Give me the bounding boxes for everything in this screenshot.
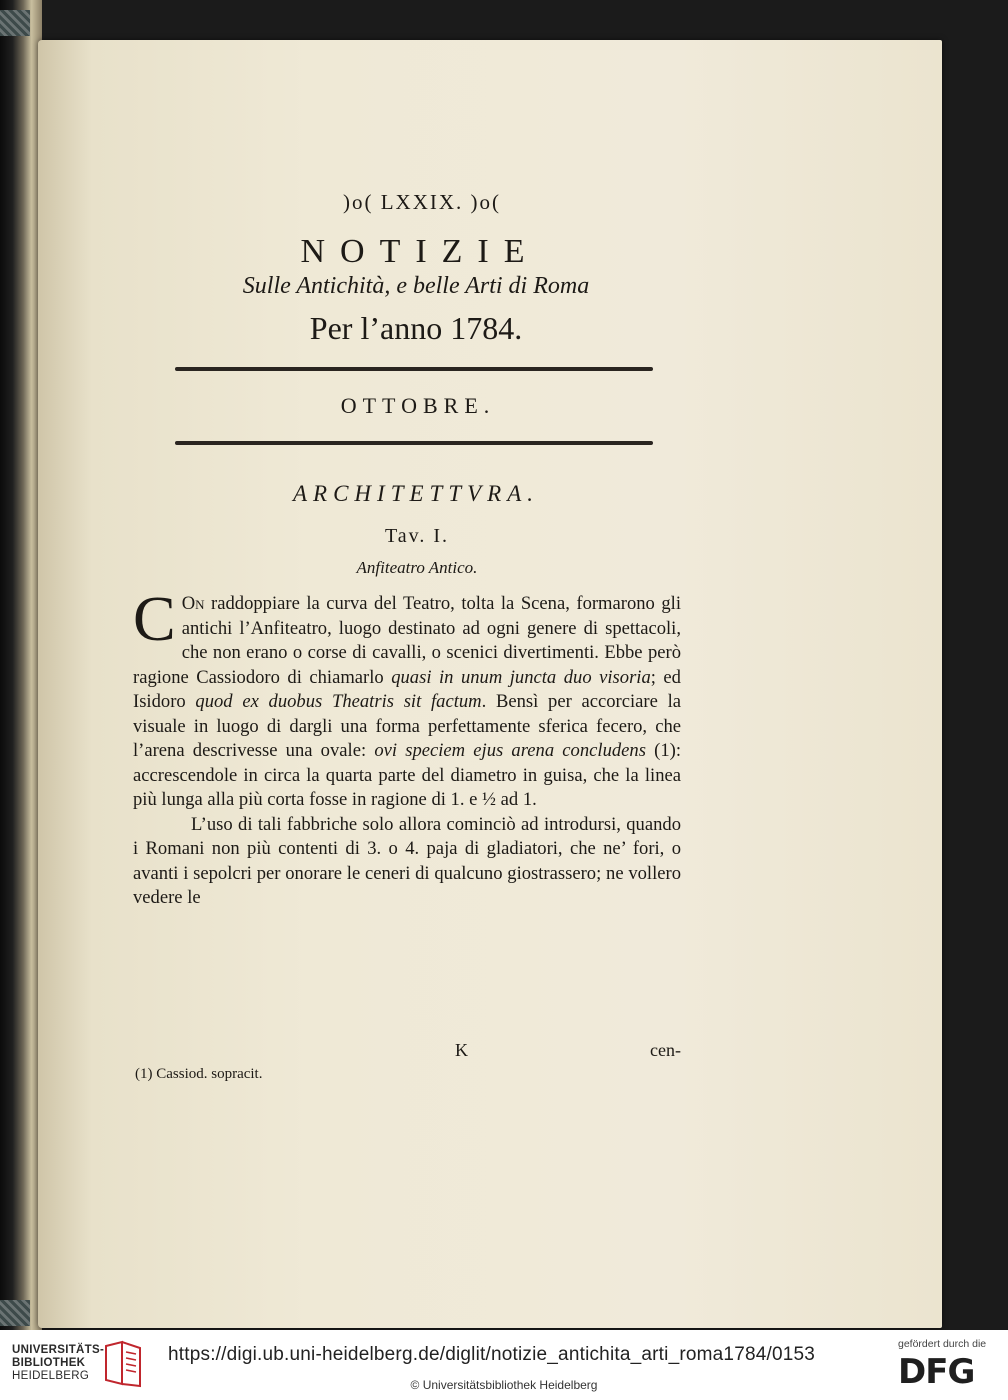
paragraph-1-text-d: (1): accrescendole in circa la quarta parte del diametro in guisa, che la linea più lunga alla più corta fosse in ragione di 1. e ½ ad 1.	[133, 740, 681, 810]
drop-cap: C	[133, 583, 176, 654]
page-year: Per l’anno 1784.	[309, 310, 523, 346]
library-name-line-1: UNIVERSITÄTS-	[12, 1344, 105, 1356]
paragraph-1-text-a: raddoppiare la curva del Teatro, tolta la Scena, formarono gli antichi l’Anfiteatro, luogo destinato ad ogni genere di spettacoli, che non erano o corse di cavalli, o scenici divertimenti. Ebbe però ragione Cassiodoro di chiamarlo	[133, 593, 681, 688]
dfg-logo[interactable]: DFG	[898, 1352, 975, 1392]
library-name-line-3: HEIDELBERG	[12, 1370, 90, 1382]
divider-rule-bottom	[175, 441, 653, 445]
page-title: NOTIZIE	[300, 233, 540, 270]
funder-label: gefördert durch die	[898, 1338, 987, 1350]
book-page	[38, 40, 942, 1328]
footer-bar	[0, 1330, 1008, 1400]
signature-mark: K	[455, 1040, 468, 1060]
quote-isidoro: quod ex duobus Theatris sit factum	[195, 691, 482, 712]
paragraph-1-opening: On	[181, 593, 205, 614]
month-heading: OTTOBRE.	[340, 393, 496, 418]
page-header: )o( LXXIX. )o(	[342, 190, 502, 214]
book-binding	[0, 0, 42, 1330]
paragraph-2: L’uso di tali fabbriche solo allora cominciò ad introdursi, quando i Romani non più contenti di 3. o 4. paja di gladiatori, che ne’ fori, o avanti i sepolcri per onorare le ceneri di qualcuno giostrassero; ne vollero vedere le	[133, 813, 681, 908]
binding-band-top	[0, 10, 30, 36]
paragraph-1	[133, 583, 682, 813]
quote-cassiodoro: quasi in unum juncta duo visoria	[391, 666, 651, 688]
quote-ovi-speciem: ovi speciem ejus arena concludens	[374, 740, 646, 761]
paragraph-1-text-c: . Bensì per accorciare la visuale in luogo di dargli una forma perfettamente sferica fecero, che l’arena descrivesse una ovale:	[133, 691, 682, 761]
body-text	[133, 583, 682, 911]
permalink-url[interactable]: https://digi.ub.uni-heidelberg.de/diglit/notizie_antichita_arti_roma1784/0153	[168, 1344, 816, 1365]
plate-label: Tav. I.	[384, 525, 450, 547]
binding-band-bottom	[0, 1300, 30, 1326]
divider-rule-top	[175, 367, 653, 371]
copyright-notice: © Universitätsbibliothek Heidelberg	[410, 1378, 598, 1392]
page-content	[133, 190, 693, 911]
catchword: cen-	[650, 1040, 681, 1060]
paragraph-1-text-b: ; ed Isidoro	[133, 666, 681, 712]
page-subtitle: Sulle Antichità, e belle Arti di Roma	[242, 273, 590, 299]
footnote: (1) Cassiod. sopracit.	[135, 1066, 263, 1082]
section-title: ARCHITETTVRA.	[292, 481, 540, 506]
library-name-line-2: BIBLIOTHEK	[12, 1357, 86, 1369]
figure-title: Anfiteatro Antico.	[356, 558, 478, 577]
